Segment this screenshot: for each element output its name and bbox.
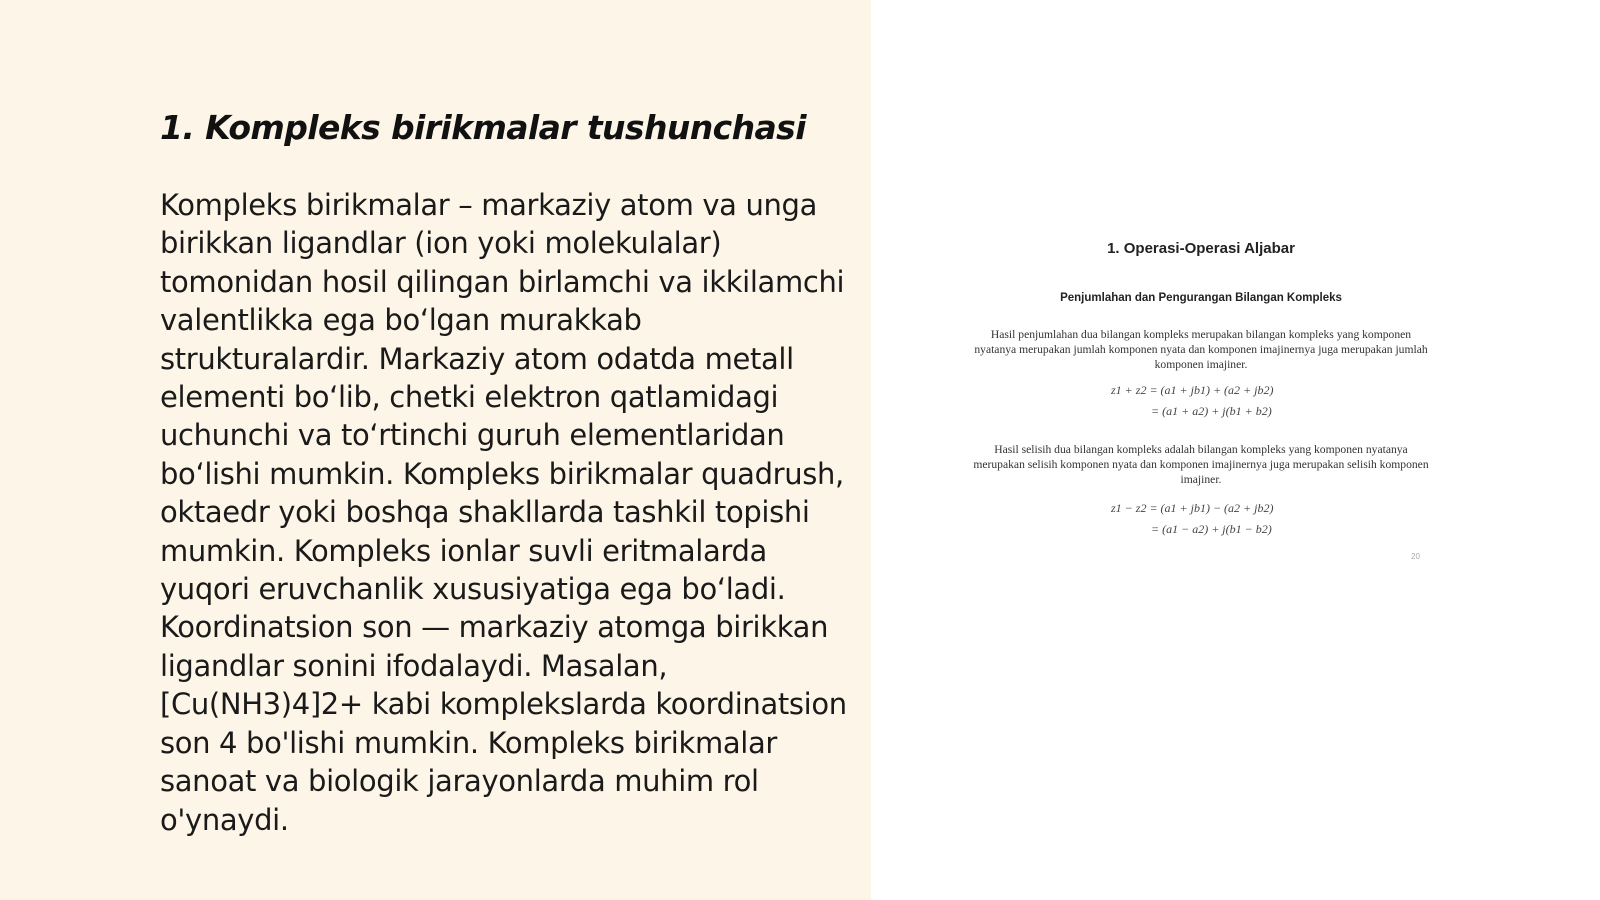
equation-subtraction-line-1: z1 − z2 = (a1 + jb1) − (a2 + jb2) [1111, 501, 1274, 515]
equation-subtraction [1111, 498, 1273, 540]
embedded-paragraph-subtraction: Hasil selisih dua bilangan kompleks adalah bilangan kompleks yang komponen nyatanya merupakan selisih komponen nyata dan komponen imajinernya juga merupakan selisih komponen imajiner. [973, 443, 1429, 486]
embedded-slide-image [971, 240, 1431, 570]
slide-title: 1. Kompleks birikmalar tushunchasi [160, 108, 806, 147]
equation-addition [1111, 380, 1273, 422]
image-panel [871, 0, 1600, 900]
equation-subtraction-line-2: = (a1 − a2) + j(b1 − b2) [1151, 522, 1272, 536]
equation-addition-line-1: z1 + z2 = (a1 + jb1) + (a2 + jb2) [1111, 383, 1274, 397]
embedded-page-number: 20 [1411, 552, 1420, 561]
embedded-paragraph-addition: Hasil penjumlahan dua bilangan kompleks merupakan bilangan kompleks yang komponen nyatanya merupakan jumlah komponen nyata dan komponen imajinernya juga merupakan jumlah komponen imajiner. [974, 328, 1428, 371]
equation-addition-line-2: = (a1 + a2) + j(b1 + b2) [1151, 404, 1272, 418]
slide-body-text: Kompleks birikmalar – markaziy atom va unga birikkan ligandlar (ion yoki molekulalar) tomonidan hosil qilingan birlamchi va ikkilamchi valentlikka ega bo‘lgan murakkab strukturalardir. Markaziy atom odatda metall elementi bo‘lib, chetki elektron qatlamidagi uchunchi va to‘rtinchi guruh elementlaridan bo‘lishi mumkin. Kompleks birikmalar quadrush, oktaedr yoki boshqa shakllarda tashkil topishi mumkin. Kompleks ionlar suvli eritmalarda yuqori eruvchanlik xususiyatiga ega bo‘ladi. Koordinatsion son — markaziy atomga birikkan ligandlar sonini ifodalaydi. Masalan, [Cu(NH3)4]2+ kabi komplekslarda koordinatsion son 4 bo'lishi mumkin. Kompleks birikmalar sanoat va biologik jarayonlarda muhim rol o'ynaydi. [160, 188, 847, 837]
embedded-slide-subtitle: Penjumlahan dan Pengurangan Bilangan Kompleks [1060, 292, 1342, 304]
embedded-slide-title: 1. Operasi-Operasi Aljabar [1107, 240, 1295, 257]
